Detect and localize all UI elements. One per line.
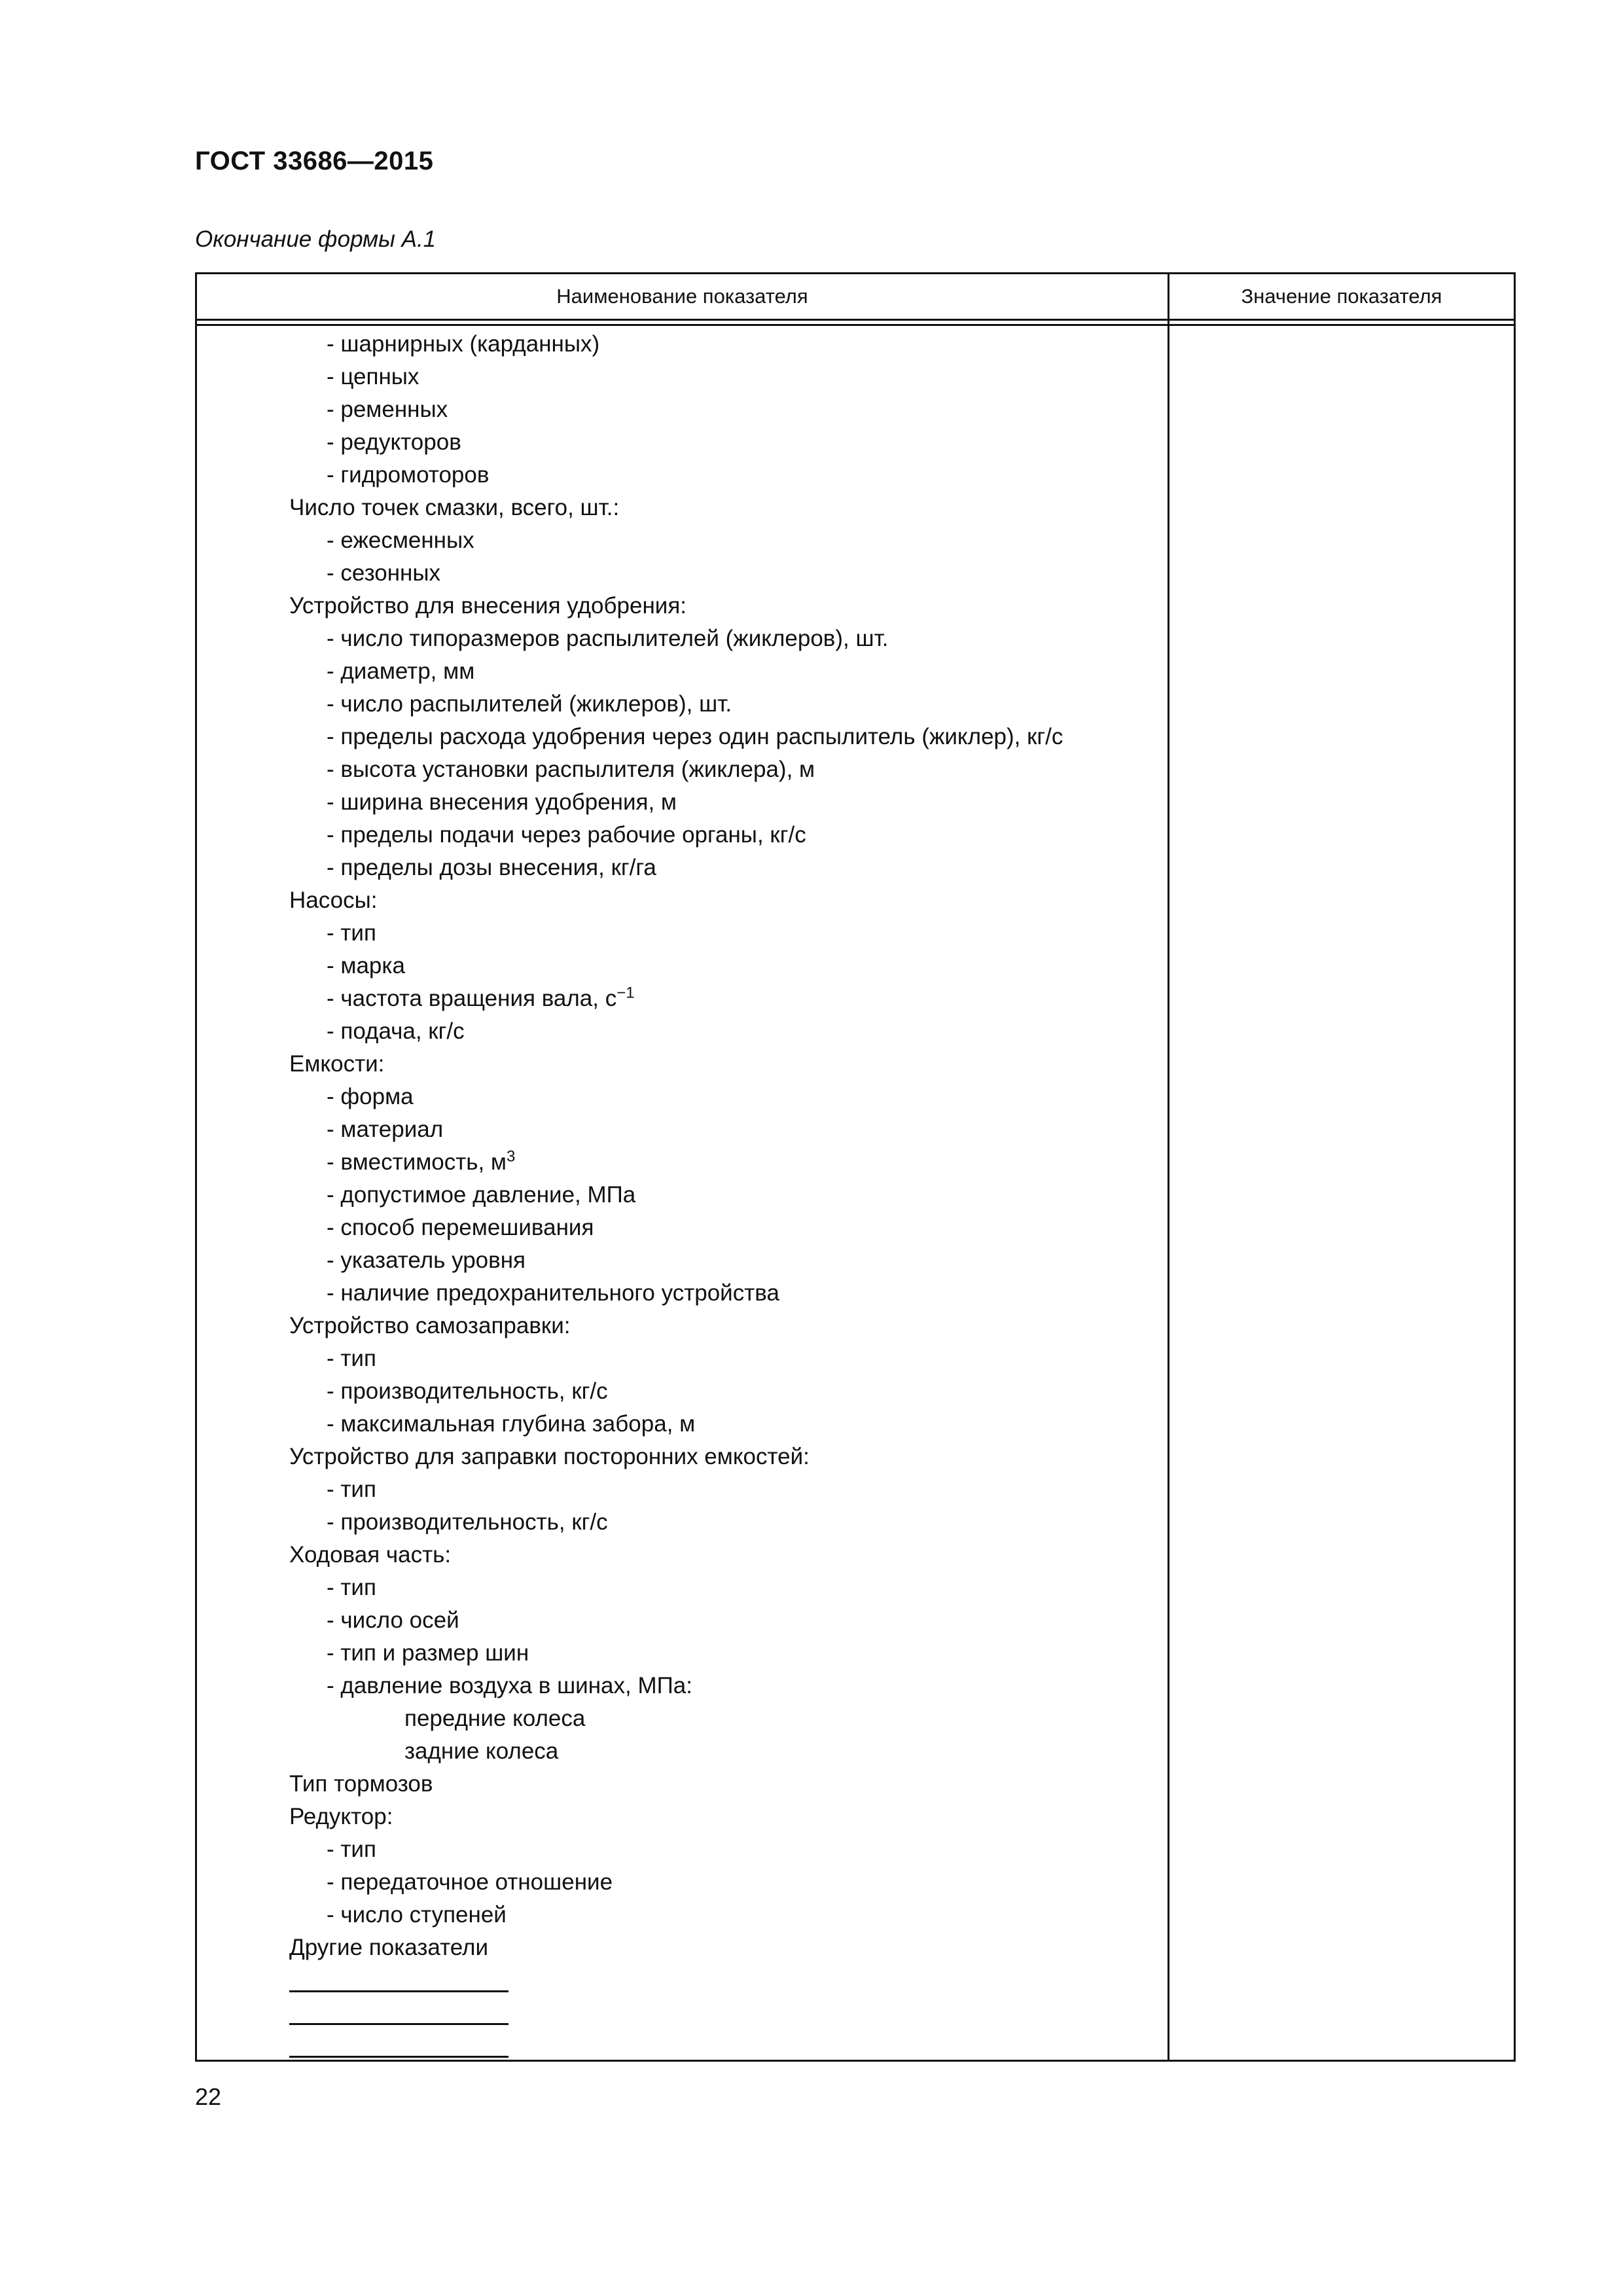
indicator-label: - материал (327, 1117, 444, 1142)
header-rule (197, 319, 1514, 321)
indicator-group (197, 492, 1166, 524)
indicator-item (197, 524, 1166, 557)
indicator-label: - шарнирных (карданных) (327, 331, 600, 357)
indicator-item (197, 917, 1166, 950)
indicator-item (197, 1244, 1166, 1277)
indicator-group (197, 1931, 1166, 1964)
indicator-label: - число распылителей (жиклеров), шт. (327, 691, 732, 717)
indicator-item (197, 1735, 1166, 1768)
unit-superscript: 3 (507, 1147, 516, 1166)
unit-superscript: −1 (616, 984, 635, 1002)
indicator-item (197, 1342, 1166, 1375)
indicator-label: - цепных (327, 364, 419, 389)
indicator-label: - число осей (327, 1607, 459, 1633)
form-caption: Окончание формы А.1 (195, 226, 437, 252)
indicator-label: задние колеса (404, 1738, 559, 1764)
indicator-label: - ежесменных (327, 528, 474, 553)
indicator-label: Устройство для внесения удобрения: (289, 593, 687, 619)
indicator-label: - ширина внесения удобрения, м (327, 789, 677, 815)
indicator-item (197, 328, 1166, 361)
page-number: 22 (195, 2083, 222, 2110)
indicator-group (197, 884, 1166, 917)
column-header-name: Наименование показателя (556, 285, 808, 308)
indicator-label: - марка (327, 953, 405, 978)
indicator-label: Редуктор: (289, 1804, 393, 1829)
indicator-item (197, 1146, 1166, 1179)
indicator-label: - подача, кг/с (327, 1018, 465, 1044)
indicator-item (197, 655, 1166, 688)
indicator-label: - наличие предохранительного устройства (327, 1280, 779, 1306)
blank-entry-line (289, 2023, 508, 2025)
indicator-label: - способ перемешивания (327, 1215, 594, 1240)
indicator-item (197, 1081, 1166, 1113)
indicator-label: - пределы подачи через рабочие органы, кг/с (327, 822, 806, 848)
indicator-label: - частота вращения вала, с (327, 986, 617, 1011)
indicator-item (197, 688, 1166, 721)
indicator-label: Ходовая часть: (289, 1542, 452, 1568)
blank-entry-line (289, 1990, 508, 1992)
indicator-group (197, 1310, 1166, 1342)
indicator-label: Устройство для заправки посторонних емкостей: (289, 1444, 810, 1469)
indicator-label: Емкости: (289, 1051, 385, 1077)
document-code: ГОСТ 33686—2015 (195, 147, 434, 175)
indicator-group (197, 590, 1166, 622)
indicator-item (197, 1277, 1166, 1310)
indicator-label: Тип тормозов (289, 1771, 433, 1797)
indicator-item (197, 1571, 1166, 1604)
indicator-item (197, 982, 1166, 1015)
indicator-item (197, 1408, 1166, 1441)
indicator-label: Насосы: (289, 888, 378, 913)
indicator-item (197, 1702, 1166, 1735)
column-divider (1168, 274, 1169, 2060)
indicator-item (197, 721, 1166, 753)
indicator-group (197, 1441, 1166, 1473)
indicator-item (197, 1604, 1166, 1637)
indicator-label: - число ступеней (327, 1902, 507, 1928)
indicator-group (197, 1048, 1166, 1081)
indicator-label: - тип (327, 1575, 376, 1600)
indicator-item (197, 1473, 1166, 1506)
indicator-label: Другие показатели (289, 1935, 489, 1960)
indicator-label: - диаметр, мм (327, 658, 475, 684)
indicator-label: Число точек смазки, всего, шт.: (289, 495, 620, 520)
indicator-item (197, 852, 1166, 884)
indicator-label: - тип и размер шин (327, 1640, 529, 1666)
indicator-item (197, 1670, 1166, 1702)
indicator-label: - допустимое давление, МПа (327, 1182, 636, 1208)
indicator-label: - пределы расхода удобрения через один распылитель (жиклер), кг/с (327, 724, 1063, 749)
indicator-item (197, 1211, 1166, 1244)
indicator-item (197, 393, 1166, 426)
indicator-label: - форма (327, 1084, 414, 1109)
indicator-item (197, 361, 1166, 393)
indicator-label: - тип (327, 1346, 376, 1371)
indicator-label: передние колеса (404, 1706, 586, 1731)
indicator-list (197, 328, 1166, 1964)
indicator-item (197, 786, 1166, 819)
indicator-label: - тип (327, 1837, 376, 1862)
indicator-label: - ременных (327, 397, 448, 422)
indicator-item (197, 819, 1166, 852)
indicator-item (197, 622, 1166, 655)
indicator-item (197, 426, 1166, 459)
indicator-label: - давление воздуха в шинах, МПа: (327, 1673, 692, 1698)
indicator-label: - гидромоторов (327, 462, 490, 488)
indicator-item (197, 1375, 1166, 1408)
header-rule-double (197, 324, 1514, 326)
indicator-label: - сезонных (327, 560, 441, 586)
indicator-table (195, 272, 1516, 2062)
indicator-item (197, 1015, 1166, 1048)
indicator-label: - вместимость, м (327, 1149, 507, 1175)
indicator-item (197, 1179, 1166, 1211)
indicator-group (197, 1539, 1166, 1571)
indicator-label: - производительность, кг/с (327, 1509, 608, 1535)
indicator-label: - тип (327, 920, 376, 946)
indicator-item (197, 557, 1166, 590)
indicator-label: - тип (327, 1477, 376, 1502)
indicator-item (197, 753, 1166, 786)
indicator-label: - пределы дозы внесения, кг/га (327, 855, 656, 880)
indicator-item (197, 1899, 1166, 1931)
indicator-item (197, 1833, 1166, 1866)
column-header-value: Значение показателя (1241, 285, 1442, 308)
indicator-label: Устройство самозаправки: (289, 1313, 571, 1338)
indicator-label: - передаточное отношение (327, 1869, 613, 1895)
indicator-item (197, 1866, 1166, 1899)
indicator-group (197, 1801, 1166, 1833)
blank-entry-line (289, 2056, 508, 2058)
indicator-label: - редукторов (327, 429, 461, 455)
indicator-item (197, 1113, 1166, 1146)
indicator-group (197, 1768, 1166, 1801)
indicator-label: - указатель уровня (327, 1247, 526, 1273)
indicator-item (197, 1506, 1166, 1539)
indicator-label: - число типоразмеров распылителей (жиклеров), шт. (327, 626, 889, 651)
indicator-label: - высота установки распылителя (жиклера), м (327, 757, 815, 782)
indicator-label: - производительность, кг/с (327, 1378, 608, 1404)
indicator-item (197, 950, 1166, 982)
indicator-item (197, 459, 1166, 492)
indicator-label: - максимальная глубина забора, м (327, 1411, 696, 1437)
indicator-item (197, 1637, 1166, 1670)
